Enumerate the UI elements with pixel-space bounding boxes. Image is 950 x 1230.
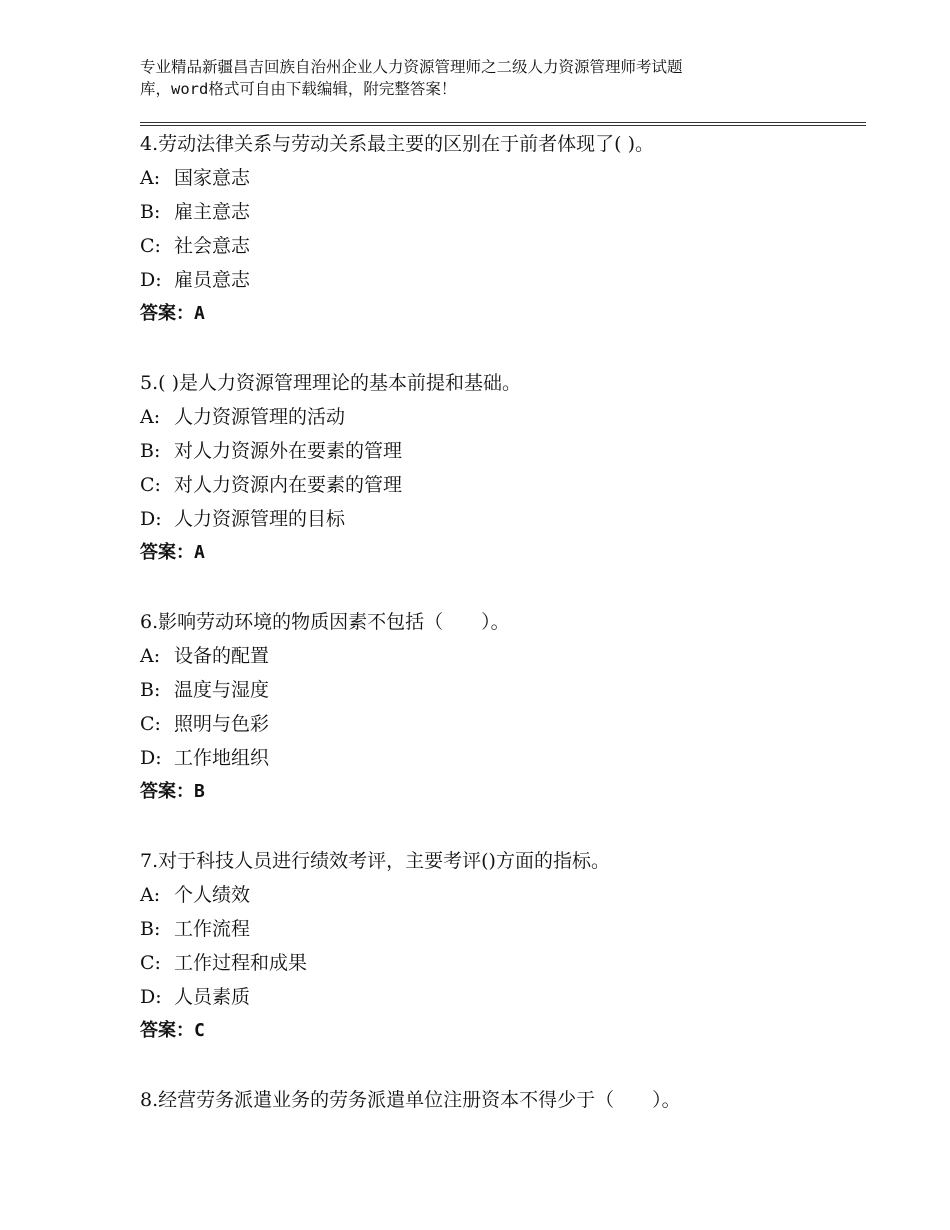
header-divider xyxy=(140,122,866,123)
option-letter: C: xyxy=(140,474,161,496)
option-c xyxy=(140,229,880,263)
option-letter: D: xyxy=(140,508,162,530)
option-b xyxy=(140,673,880,707)
question-block xyxy=(140,127,880,331)
option-b xyxy=(140,912,880,946)
option-letter: D: xyxy=(140,986,162,1008)
question-block xyxy=(140,605,880,809)
option-text: 国家意志 xyxy=(174,167,251,189)
option-letter: D: xyxy=(140,747,162,769)
option-text: 雇主意志 xyxy=(174,201,251,223)
option-d xyxy=(140,502,880,536)
option-text: 温度与湿度 xyxy=(174,679,270,701)
option-letter: B: xyxy=(140,440,161,462)
option-b xyxy=(140,434,880,468)
answer-label: 答案：A xyxy=(140,542,205,563)
option-c xyxy=(140,946,880,980)
option-letter: A: xyxy=(140,167,161,189)
answer-label: 答案：A xyxy=(140,303,205,324)
option-letter: C: xyxy=(140,952,161,974)
option-d xyxy=(140,263,880,297)
question-stem: 4.劳动法律关系与劳动关系最主要的区别在于前者体现了( )。 xyxy=(140,133,654,155)
option-c xyxy=(140,707,880,741)
answer-label: 答案：C xyxy=(140,1020,205,1041)
option-text: 人力资源管理的活动 xyxy=(174,406,346,428)
option-letter: B: xyxy=(140,918,161,940)
option-text: 社会意志 xyxy=(174,235,251,257)
option-letter: B: xyxy=(140,201,161,223)
option-a xyxy=(140,878,880,912)
option-text: 工作地组织 xyxy=(174,747,270,769)
option-letter: A: xyxy=(140,645,161,667)
option-text: 个人绩效 xyxy=(174,884,251,906)
option-a xyxy=(140,400,880,434)
option-letter: D: xyxy=(140,269,162,291)
option-letter: C: xyxy=(140,235,161,257)
question-block xyxy=(140,366,880,570)
option-a xyxy=(140,161,880,195)
question-stem: 7.对于科技人员进行绩效考评，主要考评()方面的指标。 xyxy=(140,850,610,872)
option-text: 人力资源管理的目标 xyxy=(174,508,346,530)
question-block xyxy=(140,1083,880,1117)
option-letter: A: xyxy=(140,406,161,428)
option-text: 雇员意志 xyxy=(174,269,251,291)
option-text: 对人力资源内在要素的管理 xyxy=(174,474,403,496)
header-divider-secondary xyxy=(140,125,866,126)
answer-label: 答案：B xyxy=(140,781,205,802)
document-header xyxy=(140,56,820,100)
question-block xyxy=(140,844,880,1048)
option-letter: A: xyxy=(140,884,161,906)
header-line-1: 专业精品新疆昌吉回族自治州企业人力资源管理师之二级人力资源管理师考试题 xyxy=(140,58,683,76)
option-letter: C: xyxy=(140,713,161,735)
option-text: 对人力资源外在要素的管理 xyxy=(174,440,403,462)
option-text: 工作流程 xyxy=(174,918,251,940)
question-stem: 6.影响劳动环境的物质因素不包括（ ）。 xyxy=(140,611,510,633)
option-text: 人员素质 xyxy=(174,986,251,1008)
option-d xyxy=(140,980,880,1014)
option-c xyxy=(140,468,880,502)
option-text: 设备的配置 xyxy=(174,645,270,667)
question-stem: 8.经营劳务派遣业务的劳务派遣单位注册资本不得少于（ ）。 xyxy=(140,1089,681,1111)
option-a xyxy=(140,639,880,673)
option-b xyxy=(140,195,880,229)
question-stem: 5.( )是人力资源管理理论的基本前提和基础。 xyxy=(140,372,521,394)
option-text: 工作过程和成果 xyxy=(174,952,308,974)
option-letter: B: xyxy=(140,679,161,701)
header-line-2: 库，word格式可自由下载编辑，附完整答案！ xyxy=(140,80,457,98)
option-d xyxy=(140,741,880,775)
option-text: 照明与色彩 xyxy=(174,713,270,735)
